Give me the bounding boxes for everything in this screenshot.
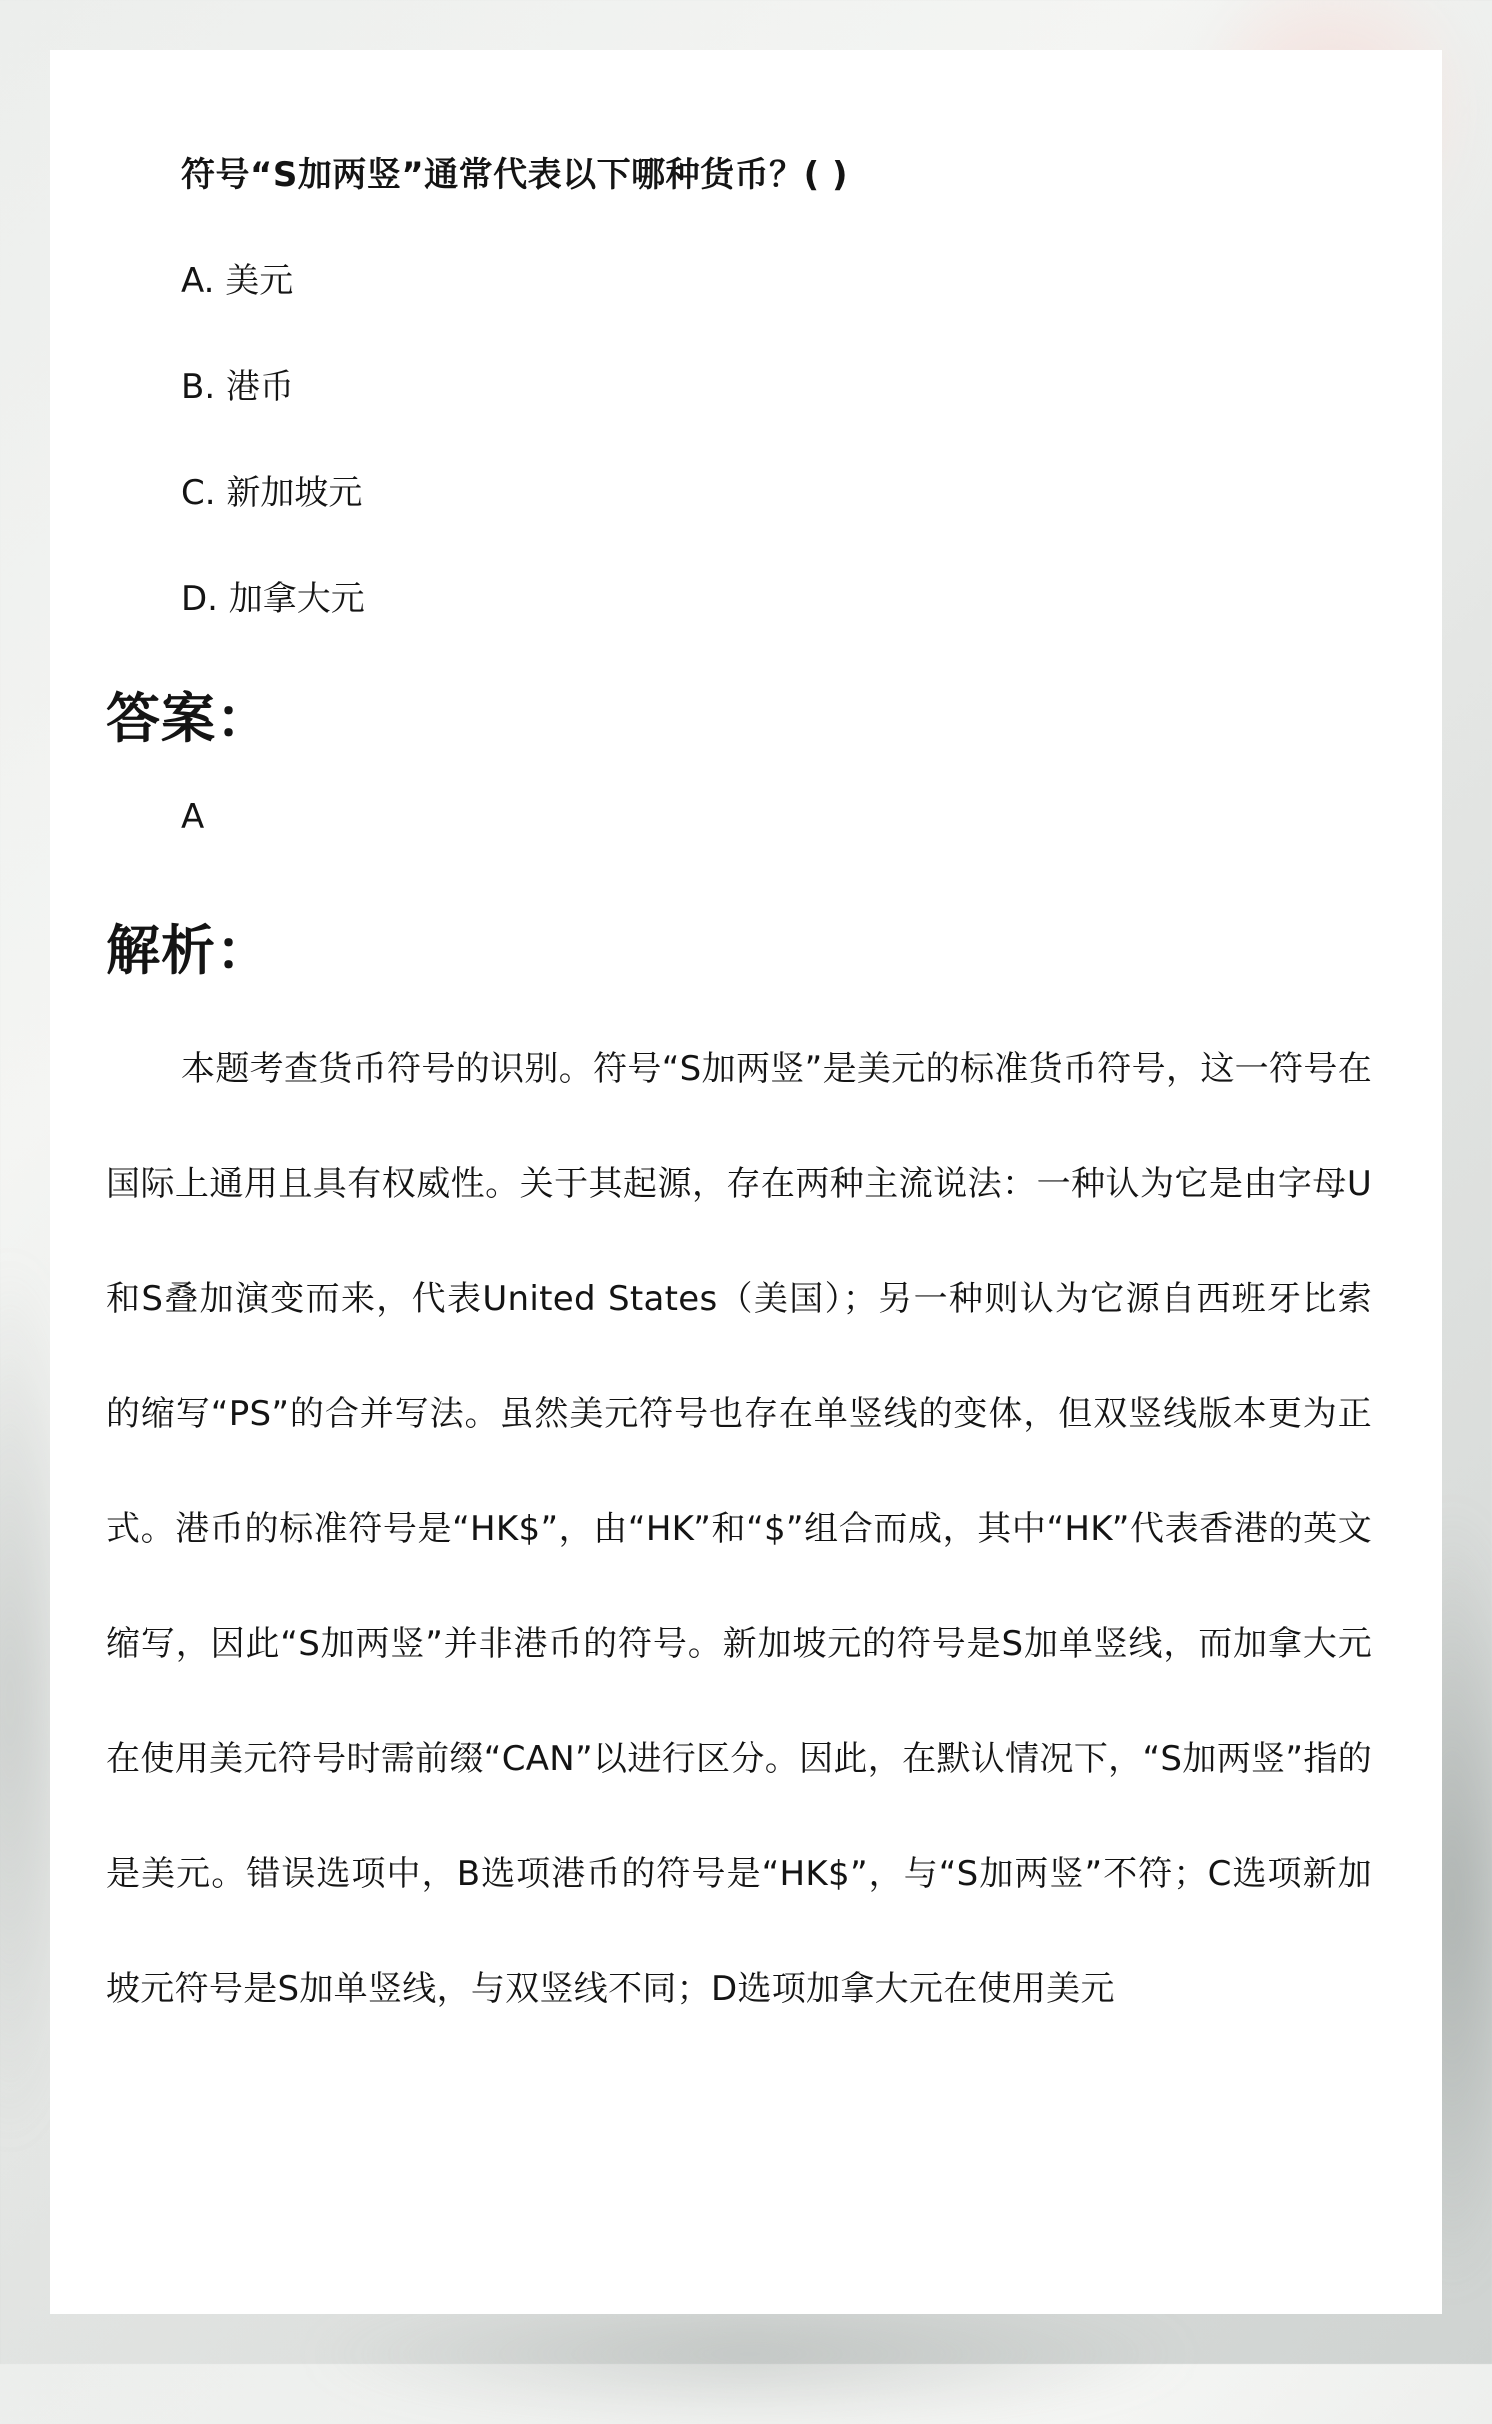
option-a: A. 美元	[181, 261, 294, 301]
answer-heading: 答案：	[106, 687, 271, 750]
option-b: B. 港币	[181, 367, 294, 407]
option-c: C. 新加坡元	[181, 473, 363, 513]
option-d: D. 加拿大元	[181, 579, 365, 619]
document-card	[50, 50, 1442, 2314]
question-stem: 符号“S加两竖”通常代表以下哪种货币？( )	[181, 155, 849, 195]
analysis-body: 本题考查货币符号的识别。符号“S加两竖”是美元的标准货币符号，这一符号在国际上通用且具有权威性。关于其起源，存在两种主流说法：一种认为它是由字母U和S叠加演变而来，代表United States（美国）；另一种则认为它源自西班牙比索的缩写“PS”的合并写法。虽然美元符号也存在单竖线的变体，但双竖线版本更为正式。港币的标准符号是“HK$”，由“HK”和“$”组合而成，其中“HK”代表香港的英文缩写，因此“S加两竖”并非港币的符号。新加坡元的符号是S加单竖线，而加拿大元在使用美元符号时需前缀“CAN”以进行区分。因此，在默认情况下，“S加两竖”指的是美元。错误选项中，B选项港币的符号是“HK$”，与“S加两竖”不符；C选项新加坡元符号是S加单竖线，与双竖线不同；D选项加拿大元在使用美元	[106, 1049, 1373, 2009]
answer-value: A	[181, 797, 205, 837]
analysis-heading: 解析：	[106, 919, 271, 982]
